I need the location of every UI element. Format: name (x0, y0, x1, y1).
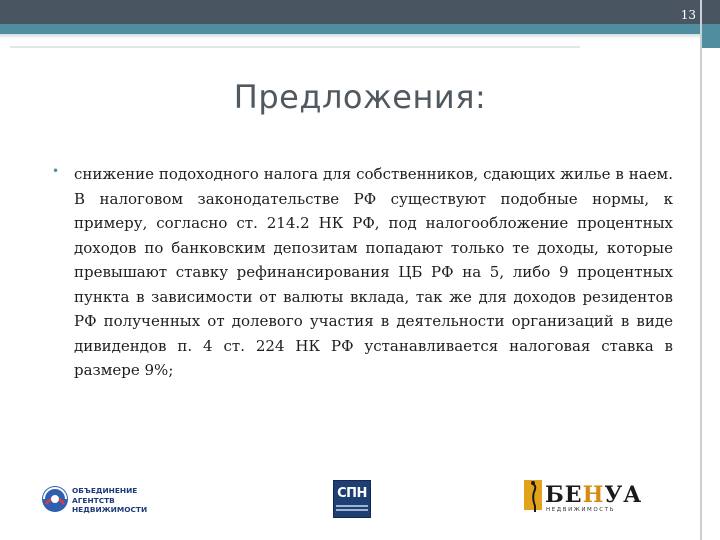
header-accent-stripe (0, 24, 700, 34)
oan-line2: АГЕНТСТВ (72, 495, 115, 505)
oan-emblem-icon (40, 484, 70, 514)
header-shadow (0, 34, 700, 39)
header-bar (0, 0, 700, 24)
right-margin-accent (702, 24, 720, 48)
slide-title: Предложения: (233, 78, 487, 116)
benua-tagline: НЕДВИЖИМОСТЬ (546, 507, 616, 513)
page-number: 13 (680, 8, 696, 22)
benua-wordmark (545, 482, 642, 508)
benua-figure-icon (524, 476, 544, 516)
oan-text (72, 486, 182, 515)
benua-word-b: Н (582, 482, 605, 508)
benua-word-a: БЕ (545, 482, 583, 508)
oan-line3: НЕДВИЖИМОСТИ (72, 505, 148, 514)
spn-label: СПН (337, 486, 367, 501)
spn-subline (336, 505, 368, 507)
spn-subline-2 (336, 509, 368, 511)
oan-line1: ОБЪЕДИНЕНИЕ (72, 486, 138, 495)
logo-spn (333, 480, 371, 520)
benua-word-c: УА (604, 482, 643, 508)
logo-oan (40, 484, 180, 514)
header-rule (10, 46, 580, 48)
bullet-paragraph: снижение подоходного налога для собственников, сдающих жилье в наем. В налоговом законодательстве РФ существуют подобные нормы, к примеру, согласно ст. 214.2 НК РФ, под налогообложение процентных доходов по банковским депозитам попадают только те доходы, которые превышают ставку рефинансирования ЦБ РФ на 5, либо 9 процентных пункта в зависимости от валюты вклада, так же для доходов резидентов РФ полученных от долевого участия в деятельности организаций в виде дивидендов п. 4 ст. 224 НК РФ устанавливается налоговая ставка в размере 9%; (74, 165, 673, 379)
bullet-icon: • (52, 164, 60, 178)
right-margin-dark (702, 0, 720, 24)
logo-benua (524, 476, 644, 516)
